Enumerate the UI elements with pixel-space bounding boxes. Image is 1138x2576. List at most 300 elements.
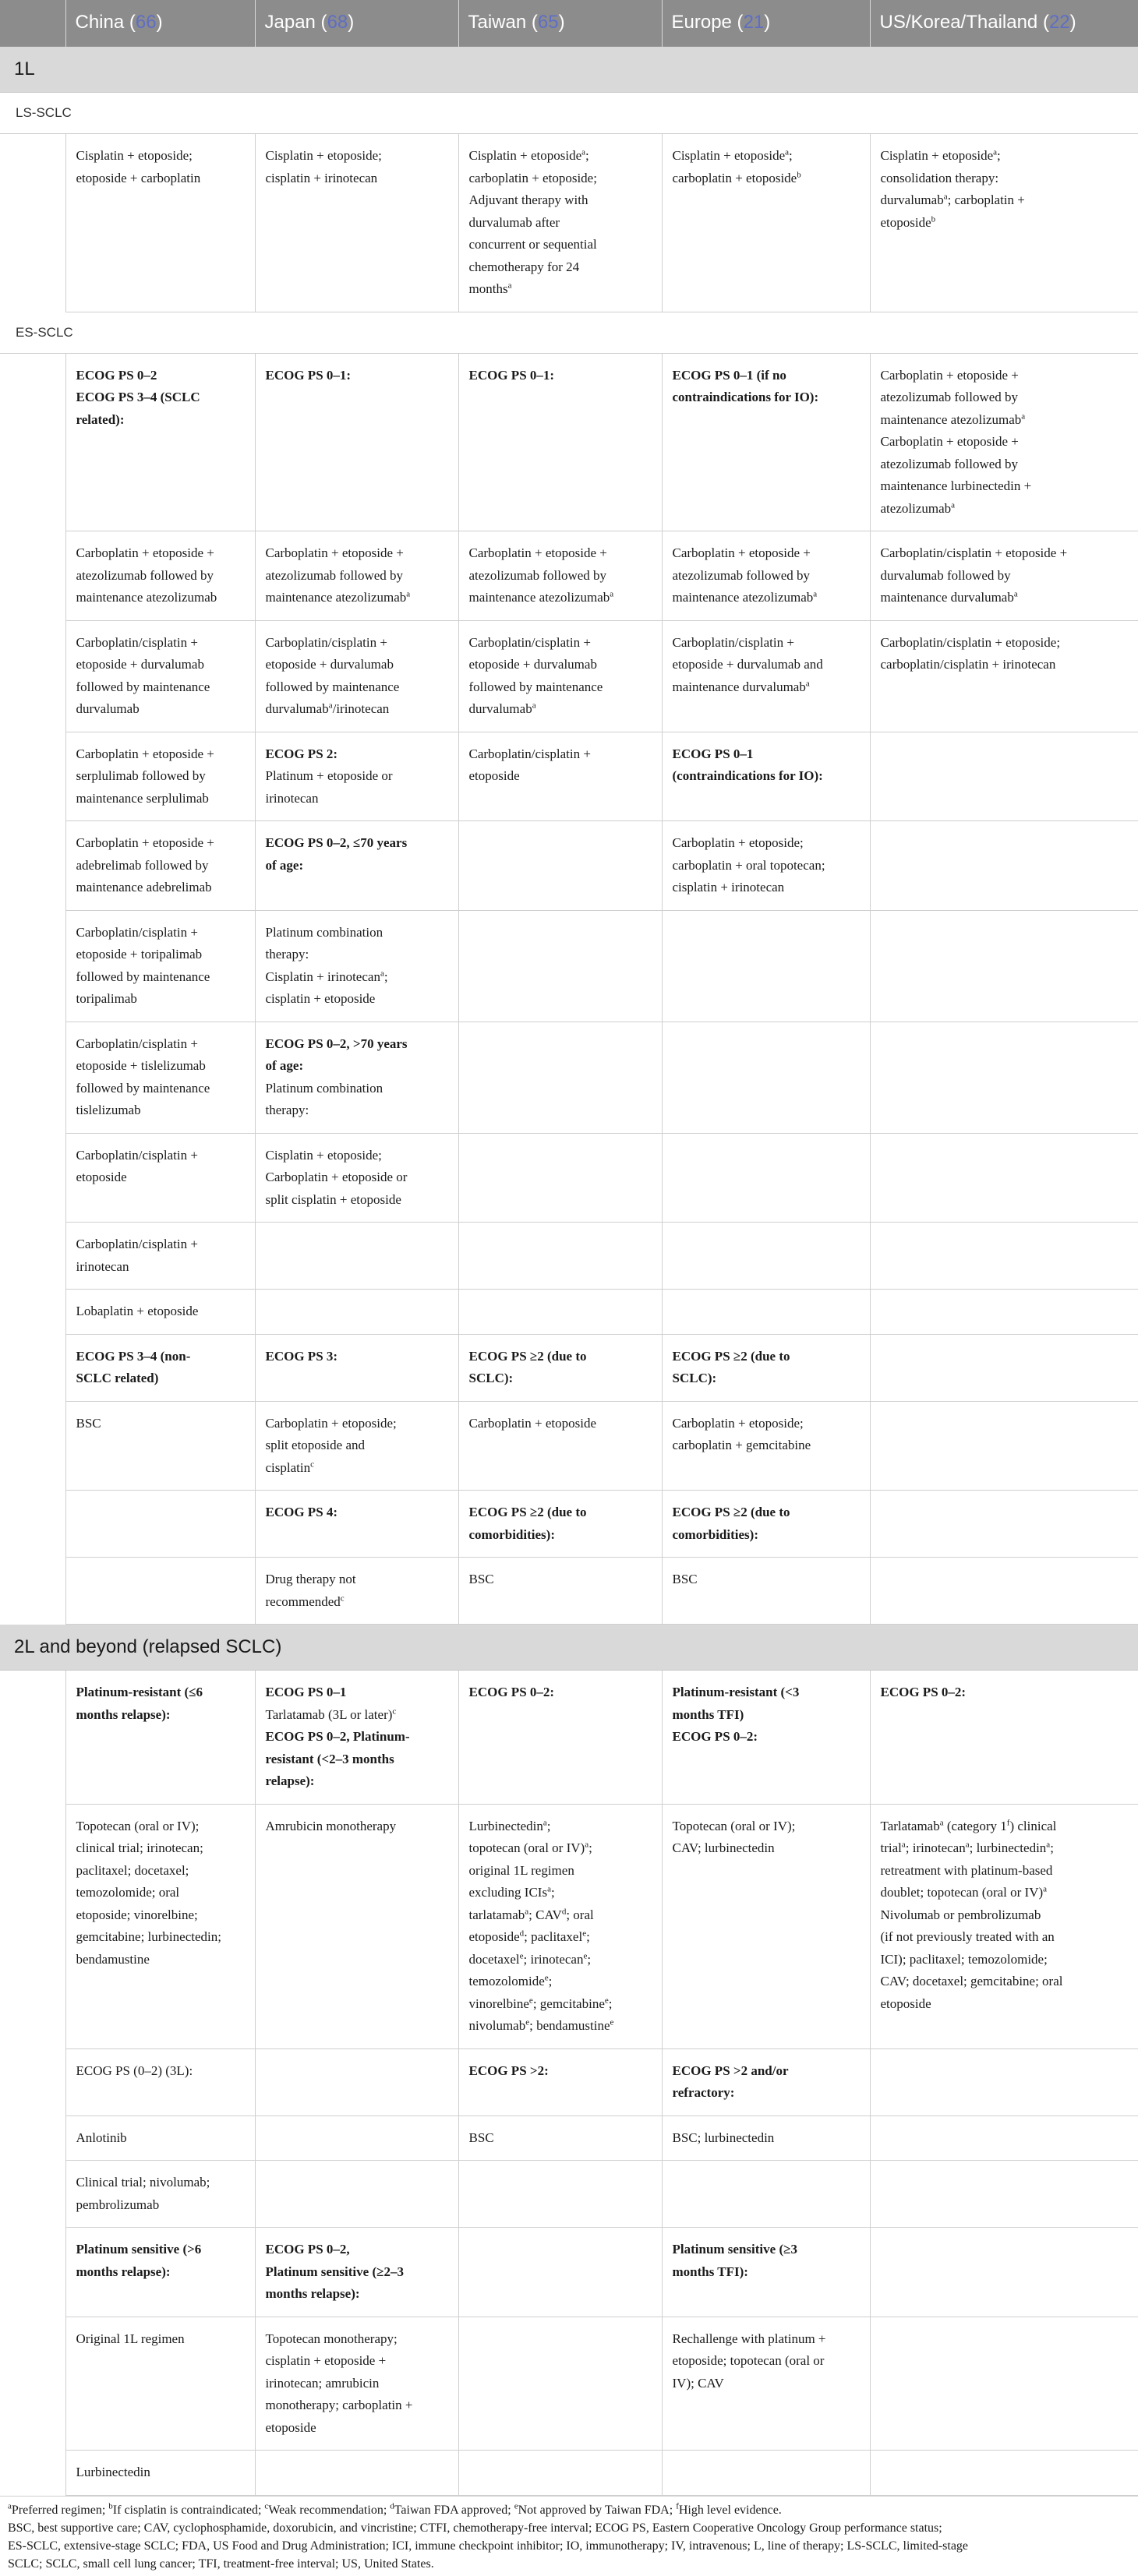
indent-cell [0, 1133, 65, 1223]
cell-text: followed by maintenance [76, 969, 210, 984]
table-cell [458, 2317, 662, 2451]
cell-text: Carboplatin + etoposide + [672, 545, 811, 560]
cell-line [673, 2127, 861, 2150]
paren: ( [1037, 12, 1049, 33]
cell-text: Carboplatin/cisplatin + [76, 1147, 198, 1163]
cell-line [881, 1971, 1129, 1993]
bold-text: SCLC related) [76, 1371, 159, 1385]
footnote-marker: e [544, 1973, 549, 1983]
cell-line [469, 1524, 652, 1547]
cell-line [266, 1569, 449, 1591]
footnote-marker: a [406, 589, 411, 599]
cell-text: etoposide + durvalumab [468, 657, 597, 672]
cell-text: Weak recommendation; [268, 2503, 391, 2517]
cell-line [881, 654, 1129, 676]
cell-line [76, 676, 246, 699]
cell-line [881, 453, 1129, 476]
cell-text: ; [1050, 1840, 1054, 1855]
cell-line [266, 365, 449, 387]
cell-line [266, 743, 449, 766]
cell-text: ) clinical [1009, 1818, 1057, 1833]
cell-line [76, 698, 246, 721]
cell-line [266, 2417, 449, 2440]
cell-text: If cisplatin is contraindicated; [112, 2503, 265, 2517]
cell-line [76, 1055, 246, 1078]
footnote-marker: a [805, 678, 810, 688]
cell-line [266, 1726, 449, 1749]
cell-line [881, 1993, 1129, 2016]
footnote-line [8, 2501, 1130, 2519]
cell-text: Carboplatin/cisplatin + etoposide; [880, 634, 1061, 650]
footnote-marker: a [1046, 1840, 1051, 1850]
cell-line [881, 542, 1129, 565]
cell-line [266, 2283, 449, 2306]
cell-text: ; [587, 1951, 592, 1967]
cell-text: maintenance atezolizumab [76, 590, 217, 605]
cell-line [76, 743, 246, 766]
header-count: 21 [743, 12, 765, 33]
footnote-marker: a [328, 700, 333, 711]
cell-line [76, 1166, 246, 1189]
table-row [0, 2228, 1138, 2317]
table-cell [662, 1022, 870, 1133]
cell-text: recommended [265, 1593, 341, 1609]
cell-text: cisplatin + etoposide [265, 991, 376, 1006]
table-cell [870, 732, 1138, 821]
cell-text: (if not previously treated with an [880, 1929, 1055, 1944]
table-cell [662, 2115, 870, 2161]
cell-line [266, 632, 449, 655]
footnote-marker: e [525, 2017, 530, 2027]
cell-line [76, 988, 246, 1011]
cell-line [76, 2239, 246, 2261]
cell-line [76, 1704, 246, 1727]
cell-text: maintenance atezolizumab [880, 411, 1022, 427]
cell-line [469, 365, 652, 387]
table-cell [870, 910, 1138, 1022]
table-cell [458, 2048, 662, 2115]
cell-text: Cisplatin + etoposide; [265, 1147, 382, 1163]
paren: ) [1069, 12, 1076, 33]
cell-text: durvalumab after [468, 214, 560, 230]
cell-text: ; [548, 1974, 553, 1988]
indent-cell [0, 821, 65, 911]
bold-text: ECOG PS 0–1 (if no [672, 367, 786, 383]
cell-text: concurrent or sequential [468, 237, 597, 252]
header-row [0, 0, 1138, 47]
cell-line [76, 1860, 246, 1883]
table-cell [662, 1223, 870, 1290]
cell-text: durvalumab [265, 701, 329, 716]
cell-line [76, 1256, 246, 1279]
cell-line [76, 2172, 246, 2194]
footnote-marker: d [561, 1906, 567, 1916]
bold-text: (contraindications for IO): [672, 768, 823, 783]
cell-line [673, 587, 861, 609]
indent-cell [0, 1491, 65, 1558]
table-cell [662, 2317, 870, 2451]
bold-text: comorbidities): [672, 1526, 758, 1542]
cell-line [76, 365, 246, 387]
cell-text: etoposide [265, 2419, 316, 2435]
cell-line [266, 832, 449, 855]
bold-text: ECOG PS 0–1: [265, 367, 352, 383]
cell-text: monotherapy; carboplatin + [265, 2398, 413, 2412]
cell-line [76, 654, 246, 676]
cell-line [673, 1681, 861, 1704]
table-row [0, 2451, 1138, 2496]
cell-text: cisplatin [265, 1459, 311, 1475]
cell-line [76, 1233, 246, 1256]
table-cell [870, 1671, 1138, 1805]
cell-line [266, 2394, 449, 2417]
cell-text: Clinical trial; nivolumab; [76, 2175, 210, 2190]
cell-line [76, 2194, 246, 2217]
footnote-marker: d [519, 1928, 525, 1939]
cell-line [469, 587, 652, 609]
footnote-marker: c [392, 1706, 397, 1716]
cell-line [469, 2127, 652, 2150]
header-count: 68 [327, 12, 348, 33]
bold-text: relapse): [265, 1773, 315, 1788]
cell-line [881, 1681, 1129, 1704]
cell-text: Carboplatin/cisplatin + [468, 746, 591, 761]
subsection-title: LS-SCLC [0, 93, 1138, 134]
cell-line [76, 1099, 246, 1122]
cell-line [76, 168, 246, 190]
cell-line [881, 168, 1129, 190]
cell-text: etoposide + tislelizumab [76, 1058, 206, 1073]
cell-text: durvalumab [76, 701, 140, 716]
cell-text: serplulimab followed by [76, 768, 206, 783]
cell-line [673, 1367, 861, 1390]
table-row [0, 2161, 1138, 2228]
paren: ) [348, 12, 355, 33]
cell-line [76, 2060, 246, 2083]
footnote-marker: a [542, 1817, 547, 1827]
footnote-marker: a [1043, 1884, 1048, 1894]
cell-line [469, 698, 652, 721]
table-cell [255, 531, 458, 621]
table-row [0, 134, 1138, 312]
table-row [0, 1401, 1138, 1491]
cell-text: Carboplatin/cisplatin + etoposide + [880, 545, 1068, 560]
cell-text: atezolizumab followed by [880, 456, 1019, 471]
cell-line [469, 632, 652, 655]
cell-text: Topotecan (oral or IV); [76, 1818, 200, 1833]
table-cell [65, 1671, 255, 1805]
cell-line [76, 1367, 246, 1390]
table-cell [662, 1558, 870, 1625]
cell-text: durvalumab [468, 701, 532, 716]
table-cell [255, 1804, 458, 2048]
cell-line [266, 1704, 449, 1727]
table-cell [65, 1401, 255, 1491]
cell-text: Carboplatin + etoposide + [76, 545, 214, 560]
cell-line [469, 1367, 652, 1390]
cell-line [76, 632, 246, 655]
table-row [0, 1133, 1138, 1223]
cell-text: etoposide [880, 214, 931, 230]
cell-text: maintenance lurbinectedin + [880, 478, 1032, 493]
table-cell [870, 2228, 1138, 2317]
cell-line [469, 1971, 652, 1993]
cell-line [76, 409, 246, 432]
cell-text: original 1L regimen [468, 1862, 574, 1878]
table-cell [65, 134, 255, 312]
cell-text: Carboplatin/cisplatin + [76, 1036, 198, 1051]
cell-line [469, 234, 652, 256]
cell-text: split cisplatin + etoposide [265, 1191, 401, 1207]
bold-text: comorbidities): [468, 1526, 555, 1542]
table-cell [458, 1491, 662, 1558]
cell-line [469, 676, 652, 699]
bold-text: Platinum sensitive (≥3 [672, 2242, 797, 2257]
cell-line [266, 2261, 449, 2284]
table-cell [662, 732, 870, 821]
cell-line [881, 587, 1129, 609]
cell-line [673, 2060, 861, 2083]
cell-text: carboplatin + etoposide; [468, 170, 597, 185]
cell-text: gemcitabine; lurbinectedin; [76, 1929, 221, 1944]
cell-line [76, 565, 246, 588]
cell-line [881, 632, 1129, 655]
cell-line [673, 2328, 861, 2351]
cell-text: maintenance atezolizumab [672, 590, 814, 605]
table-row [0, 1290, 1138, 1335]
cell-line [881, 212, 1129, 235]
table-row [0, 910, 1138, 1022]
cell-text: Preferred regimen; [11, 2503, 109, 2517]
cell-line [76, 1816, 246, 1838]
cell-line [881, 1904, 1129, 1927]
table-cell [255, 1022, 458, 1133]
bold-text: SCLC): [468, 1371, 514, 1385]
paren: ( [315, 12, 327, 33]
cell-line [469, 145, 652, 168]
table-cell [65, 2451, 255, 2496]
table-row [0, 1804, 1138, 2048]
cell-text: irinotecan; amrubicin [265, 2375, 380, 2391]
table-cell [870, 1491, 1138, 1558]
bold-text: Platinum sensitive (>6 [76, 2242, 202, 2257]
table-row [0, 2115, 1138, 2161]
cell-line [469, 1837, 652, 1860]
table-cell [255, 1133, 458, 1223]
cell-text: Carboplatin + etoposide; [672, 1415, 804, 1431]
table-row [0, 353, 1138, 531]
cell-line [469, 278, 652, 301]
bold-text: ECOG PS >2 and/or [672, 2063, 789, 2078]
table-cell [458, 2161, 662, 2228]
header-count: 66 [135, 12, 157, 33]
paren: ) [156, 12, 163, 33]
cell-line [266, 1033, 449, 1056]
cell-text: carboplatin + etoposide [672, 170, 797, 185]
table-cell [662, 531, 870, 621]
cell-line [673, 1501, 861, 1524]
cell-text: Lurbinectedin [76, 2465, 150, 2479]
footnote-marker: a [813, 589, 818, 599]
table-cell [65, 1022, 255, 1133]
bold-text: months relapse): [265, 2286, 360, 2301]
indent-cell [0, 2228, 65, 2317]
table-cell [458, 2115, 662, 2161]
cell-line [76, 1078, 246, 1100]
indent-cell [0, 620, 65, 732]
cell-line [76, 1949, 246, 1971]
cell-line [881, 475, 1129, 498]
cell-text: Nivolumab or pembrolizumab [880, 1907, 1041, 1922]
cell-text: ; lurbinectedin [969, 1840, 1047, 1855]
cell-text: Lobaplatin + etoposide [76, 1304, 199, 1318]
cell-text: atezolizumab followed by [880, 390, 1019, 404]
cell-line [266, 2373, 449, 2395]
table-cell [65, 2115, 255, 2161]
cell-line [881, 189, 1129, 212]
cell-line [673, 168, 861, 190]
cell-text: followed by maintenance [265, 679, 400, 694]
cell-line [881, 365, 1129, 387]
cell-text: followed by maintenance [76, 1080, 210, 1096]
footnote-marker: a [993, 147, 998, 157]
cell-line [76, 1904, 246, 1927]
cell-line [469, 2015, 652, 2038]
cell-text: toripalimab [76, 991, 137, 1006]
indent-cell [0, 1804, 65, 2048]
bold-text: ECOG PS ≥2 (due to [468, 1348, 587, 1364]
cell-text: Carboplatin + etoposide + [880, 434, 1019, 449]
bold-text: months TFI): [672, 2264, 748, 2279]
table-cell [255, 1223, 458, 1290]
cell-line [673, 743, 861, 766]
cell-line [266, 966, 449, 989]
table-footnotes [0, 2496, 1138, 2576]
cell-text: therapy: [265, 1103, 309, 1117]
footnote-marker: b [797, 169, 801, 179]
footnote-marker: a [1021, 411, 1026, 421]
cell-line [469, 1816, 652, 1838]
indent-cell [0, 1290, 65, 1335]
footnote-marker: e [519, 1950, 524, 1960]
table-cell [65, 821, 255, 911]
table-cell [870, 531, 1138, 621]
cell-text: atezolizumab followed by [76, 567, 214, 583]
table-cell [255, 910, 458, 1022]
cell-text: durvalumab [880, 192, 944, 207]
header-name: US/Korea/Thailand [879, 12, 1038, 33]
cell-line [469, 1413, 652, 1435]
cell-text: (category 1 [943, 1818, 1007, 1833]
table-cell [65, 1558, 255, 1625]
cell-line [76, 944, 246, 966]
table-row [0, 620, 1138, 732]
cell-line [469, 1926, 652, 1949]
cell-line [673, 2373, 861, 2395]
bold-text: ECOG PS 0–2 [76, 367, 157, 383]
indent-cell [0, 1558, 65, 1625]
table-cell [458, 732, 662, 821]
table-cell [65, 1133, 255, 1223]
cell-line [76, 2127, 246, 2150]
cell-text: atezolizumab followed by [672, 567, 811, 583]
cell-text: Carboplatin/cisplatin + [76, 634, 198, 650]
header-count: 65 [537, 12, 559, 33]
footnote-marker: a [547, 1884, 551, 1894]
cell-line [266, 1749, 449, 1771]
table-cell [662, 134, 870, 312]
table-cell [458, 910, 662, 1022]
cell-line [469, 565, 652, 588]
bold-text: ECOG PS 0–2: [672, 1729, 758, 1744]
cell-line [76, 587, 246, 609]
cell-line [673, 2239, 861, 2261]
footnote-marker: a [1013, 589, 1018, 599]
indent-cell [0, 2317, 65, 2451]
cell-text: ICI); paclitaxel; temozolomide; [880, 1951, 1048, 1967]
header-corner [0, 0, 65, 47]
cell-line [469, 542, 652, 565]
cell-line [881, 1926, 1129, 1949]
subsection-title: ES-SCLC [0, 312, 1138, 353]
table-row [0, 2317, 1138, 2451]
cell-text: Carboplatin + etoposide + [468, 545, 607, 560]
table-cell [662, 1334, 870, 1401]
cell-text: ; irinotecan [905, 1840, 966, 1855]
table-cell [870, 1401, 1138, 1491]
footnote-marker: a [532, 700, 536, 711]
cell-text: ; [588, 1840, 592, 1855]
cell-line [469, 1501, 652, 1524]
cell-text: pembrolizumab [76, 2197, 160, 2212]
table-cell [662, 1491, 870, 1558]
indent-cell [0, 910, 65, 1022]
table-cell [65, 2048, 255, 2115]
subsection-row [0, 312, 1138, 353]
table-cell [870, 2317, 1138, 2451]
table-cell [662, 2228, 870, 2317]
cell-text: ES-SCLC, extensive-stage SCLC; FDA, US Food and Drug Administration; ICI, immune checkpoint inhibitor; IO, immunotherapy; IV, intravenous; L, line of therapy; LS-SCLC, limited-stage [8, 2539, 969, 2553]
table-cell [662, 620, 870, 732]
cell-text: High level evidence. [678, 2503, 782, 2517]
table-cell [662, 1290, 870, 1335]
cell-line [266, 944, 449, 966]
table-cell [65, 620, 255, 732]
bold-text: ECOG PS ≥2 (due to [672, 1348, 790, 1364]
cell-line [266, 698, 449, 721]
table-cell [870, 821, 1138, 911]
cell-line [266, 654, 449, 676]
cell-text: Tarlatamab [880, 1818, 940, 1833]
table-cell [65, 2228, 255, 2317]
footnote-marker: e [514, 2501, 518, 2511]
cell-text: Carboplatin + etoposide [468, 1415, 597, 1431]
bold-text: ECOG PS 4: [265, 1505, 338, 1519]
table-cell [662, 910, 870, 1022]
footnote-marker: a [939, 1817, 944, 1827]
cell-text: Carboplatin/cisplatin + [76, 1237, 198, 1251]
cell-line [673, 542, 861, 565]
table-cell [255, 134, 458, 312]
footnote-marker: a [525, 1906, 529, 1916]
cell-text: bendamustine [76, 1951, 150, 1967]
cell-text: IV); CAV [672, 2375, 724, 2391]
cell-line [673, 676, 861, 699]
footnote-marker: c [340, 1593, 345, 1603]
cell-text: Cisplatin + etoposide; [265, 148, 382, 163]
cell-text: ; [997, 148, 1001, 163]
cell-text: maintenance atezolizumab [265, 590, 407, 605]
